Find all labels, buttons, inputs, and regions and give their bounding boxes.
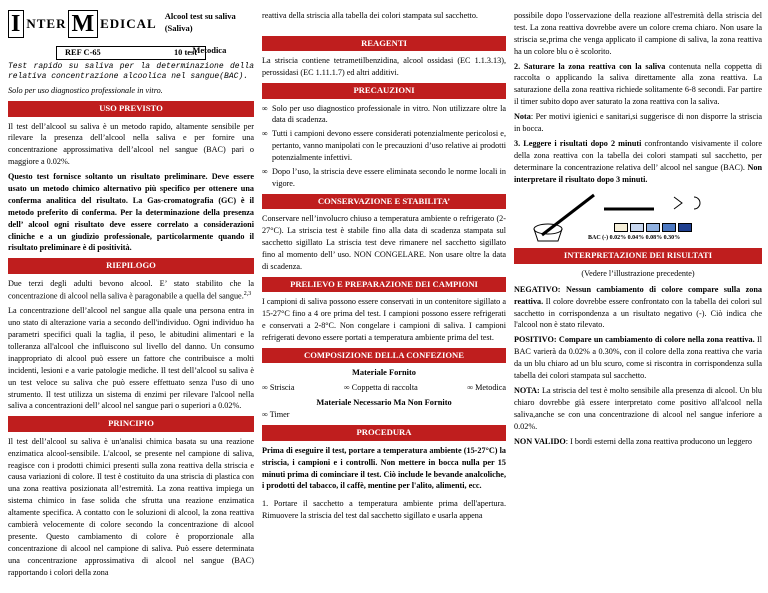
subtitle: Test rapido su saliva per la determinazione della relativa concentrazione alcoolica nel sangue(BAC). [8, 62, 254, 82]
list-item: ∞ Tutti i campioni devono essere considerati potenzialmente pericolosi e, pertanto, vanno manipolati con le precauzioni d’uso relative ai prodotti potenzialmente infettivi. [262, 128, 506, 164]
list-item: ∞ Dopo l’uso, la striscia deve essere eliminata secondo le norme locali in vigore. [262, 166, 506, 190]
section-prelievo: PRELIEVO E PREPARAZIONE DEI CAMPIONI [262, 277, 506, 292]
uso-paragraph-2: Questo test fornisce soltanto un risultato preliminare. Deve essere usato un metodo chimico alternativo più specifico per ottenere una conferma analitica del risultato. La Gas-cromatografia (GC) è il metodo preferito di conferma. Per la determinazione della presenza dell’ alcool ogni risultato deve essere correlato a considerazioni cliniche e a un giudizio professionale, particolarmente quando il risultato preliminare è di positività. [8, 172, 254, 253]
step-3: 3. Leggere i risultati dopo 2 minuti confrontando visivamente il colore della zona reattiva con la tabella dei colori stampati sul sacchetto, per determinare la concentrazione relativa dell’ alcool nel sangue (BAC). Non interpretare il risultato dopo 3 minuti. [514, 138, 762, 184]
continuation-text: reattiva della striscia alla tabella dei colori stampata sul sacchetto. [262, 11, 478, 20]
materiale-fornito-heading: Materiale Fornito [352, 368, 416, 378]
interpretazione-sub: (Vedere l’illustrazione precedente) [581, 268, 695, 278]
intermedical-logo: I NTER M EDICAL [8, 10, 159, 38]
negativo: NEGATIVO: Nessun cambiamento di colore compare sulla zona reattiva. Il colore dovrebbe essere confrontato con la tabella dei colori sul sacchetto in corrispondenza a un risultato negativo (-). Ciò indica che l'alcool non è stato rilevato. [514, 284, 762, 330]
list-item: ∞ Solo per uso diagnostico professionale in vitro. Non utilizzare oltre la data di scadenza. [262, 103, 506, 127]
product-title: Alcool test su saliva (Saliva) [164, 11, 236, 34]
list-item: ∞ Metodica [467, 383, 506, 393]
usage-note: Solo per uso diagnostico professionale in vitro. [8, 86, 163, 96]
step-1: 1. Portare il sacchetto a temperatura ambiente prima dell'apertura. Rimuovere la striscia del test dal sacchetto sigillato e usarla appena [262, 499, 506, 521]
ref-box [56, 46, 206, 60]
prelievo-paragraph: I campioni di saliva possono essere conservati in un contenitore sigillato a 15-27°C fino a 4 ore prima del test. I campioni possono essere refrigerati e conservati a 2-8°C. Non congelare i campioni di saliva. I campioni refrigerati devono essere portati a temperatura ambiente prima del test. [262, 297, 506, 342]
column-2 [262, 10, 506, 525]
section-reagenti: REAGENTI [262, 36, 506, 51]
section-conservazione: CONSERVAZIONE E STABILITA’ [262, 194, 506, 209]
positivo: POSITIVO: Compare un cambiamento di colore nella zona reattiva. Il BAC varierà da 0.02% a 0.30%, con il colore della zona reattiva che varia da un blu chiaro ad un blu scuro, come si riscontra in corrispondenza sulla tabella dei colori stampata sul sacchetto. [514, 335, 762, 381]
reagenti-paragraph: La striscia contiene tetrametilbenzidina, alcool ossidasi (EC 1.1.3.13), perossidasi (EC 1.11.1.7) ed altri additivi. [262, 56, 506, 78]
section-riepilogo: RIEPILOGO [8, 258, 254, 273]
pack-size: 10 test [173, 48, 197, 57]
non-valido: NON VALIDO: I bordi esterni della zona reattiva producono un leggero [514, 436, 752, 446]
section-principio: PRINCIPIO [8, 416, 254, 431]
list-item: ∞ Striscia [262, 383, 295, 393]
uso-paragraph-1: Il test dell’alcool su saliva è un metodo rapido, altamente sensibile per rilevare la presenza dell’alcool nella saliva e per fornire una concentrazione approssimativa dell’alcool nel sangue (BAC) pari o maggiore a 0.02%. [8, 121, 254, 167]
materiale-necessario-heading: Materiale Necessario Ma Non Fornito [316, 398, 452, 408]
list-item: ∞ Coppetta di raccolta [343, 383, 418, 393]
ref-code: REF C-65 [65, 48, 101, 57]
timer-item: ∞ Timer [262, 410, 290, 420]
conservazione-paragraph: Conservare nell’involucro chiuso a temperatura ambiente o refrigerato (2-27°C). La striscia test è stabile fino alla data di scadenza stampata sul sacchetto sigillato La striscia test deve rimanere nel sacchetto sigillato fino al momento dell’ uso. NON CONGELARE. Non usare oltre la data di scadenza. [262, 214, 506, 271]
section-uso-previsto: USO PREVISTO [8, 101, 254, 116]
materiale-list [262, 382, 506, 394]
nota: Nota: Per motivi igienici e sanitari,si suggerisce di non disporre la striscia in bocca. [514, 112, 762, 134]
principio-paragraph: Il test dell’alcool su saliva è un'analisi chimica basata su una reazione enzimatica alcool-sensibile. L'alcool, se presente nel campione di saliva, reagisce con i prodotti chimici presenti sulla zona reattiva della striscia e causa variazioni di colore. Il test è costituito da una striscia di plastica con una zona reattiva posizionata all’estremità. La zona reattiva impiega un sistema chimico in fase solida che sfrutta una reazione enzimatica altamente specifica. A contatto con le soluzioni di alcool, la zona reattiva cambierà velocemente di colore secondo la concentrazione di alcool presente. Questo cambiamento di colore è proporzionale alla concentrazione di alcool nel campione di saliva. Può essere determinata una concentrazione approssimativa di alcool nel sangue (BAC) rapportando i colori della zona [8, 436, 254, 577]
section-procedura: PROCEDURA [262, 425, 506, 440]
precauzioni-list [262, 103, 506, 190]
riepilogo-paragraph-2: La concentrazione dell’alcool nel sangue alla quale una persona entra in uno stato di alterazione varia a secondo dell'individuo. Ogni individuo ha parametri specifici quali la taglia, il peso, le abitudini alimentari e la tolleranza all'alcool che influiscono sul livello del danno. Un consumo inappropriato di alcool può essere un fattore che contribuisce a molti incidenti, lesioni e a varie patologie mediche. Il test dell’alcool su saliva è un test veloce su saliva che può essere effettuato senza l'uso di uno strumento. Il test utilizza un sistema di enzimi per rilevare l'alcool nella saliva a concentrazioni dell’ alcool nel sangue pari o superiori a 0.02%. [8, 306, 254, 411]
continuation-text: possibile dopo l'osservazione della reazione all'estremità della striscia del test. La zona reattiva dovrebbe avere un colore crema chiaro. Non usare la striscia se,prima che venga applicato il campione di saliva, la zona reattiva ha un colore blu o è scolorito. [514, 11, 762, 56]
nota-2: NOTA: La striscia del test è molto sensibile alla presenza di alcool. Un blu chiaro dovrebbe già essere interpretato come positivo all'alcool nella saliva,anche se con una concentrazione di alcool nel sangue inferiore a 0.02%. [514, 385, 762, 431]
step-2: 2. Saturare la zona reattiva con la saliva contenuta nella coppetta di raccolta o applicando la saliva direttamente alla zona reattiva. La saturazione della zona reattiva richiede solitamente 6-8 secondi. Far partire il timer subito dopo aver saturato la zona reattiva con la saliva. [514, 61, 762, 107]
procedure-illustration [524, 189, 762, 244]
section-composizione: COMPOSIZIONE DELLA CONFEZIONE [262, 348, 506, 363]
procedura-paragraph: Prima di eseguire il test, portare a temperatura ambiente (15-27°C) la striscia, i campioni e i controlli. Non mettere in bocca nulla per 15 minuti prima di cominciare il test. Ciò include le bevande analcoliche, i prodotti del tabacco, il caffè, mentine per l'alito, alimenti, ecc. [262, 445, 506, 491]
brand: Metodica [192, 44, 227, 55]
riepilogo-paragraph-1: Due terzi degli adulti bevono alcool. E’ stato stabilito che la concentrazione di alcool nella saliva è paragonabile a quella del sangue.$^{2,3}$ [8, 278, 254, 301]
color-chart [614, 223, 692, 232]
section-interpretazione: INTERPRETAZIONE DEI RISULTATI [514, 248, 762, 263]
column-3 [514, 10, 762, 450]
section-precauzioni: PRECAUZIONI [262, 83, 506, 98]
color-chart-labels: BAC (-) 0.02% 0.04% 0.08% 0.30% [588, 235, 681, 242]
column-1 [8, 10, 254, 581]
